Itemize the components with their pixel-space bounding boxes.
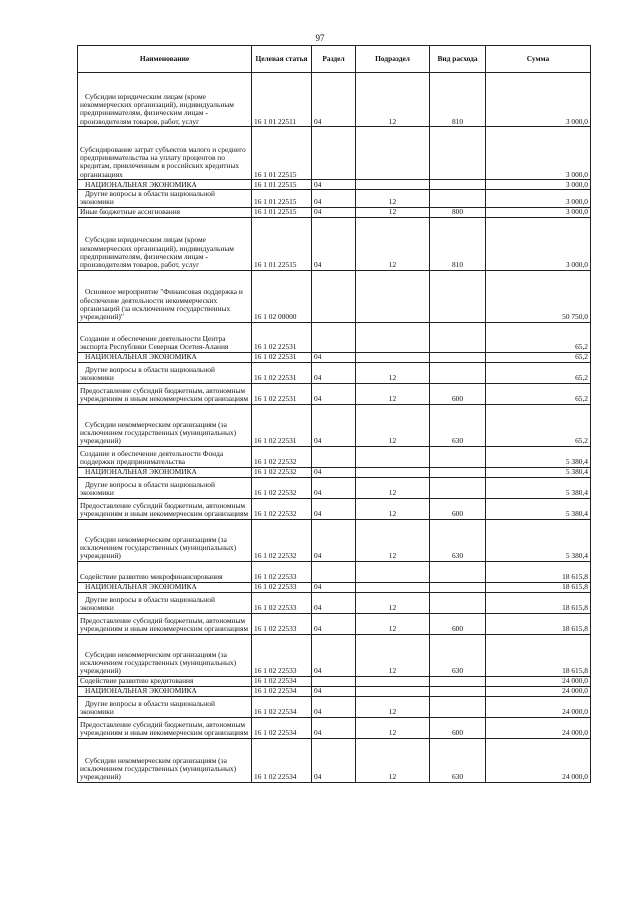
row-amount: 18 615,8 <box>486 582 591 592</box>
row-subsection <box>356 446 430 467</box>
row-name: Создание и обеспечение деятельности Центра экспорта Республики Северная Осетия-Алания <box>78 322 252 352</box>
row-subsection: 12 <box>356 362 430 383</box>
row-expense: 800 <box>430 207 486 217</box>
row-subsection <box>356 561 430 582</box>
row-amount: 18 615,8 <box>486 561 591 582</box>
row-target: 16 1 02 22534 <box>252 676 312 686</box>
row-subsection <box>356 270 430 322</box>
row-amount: 24 000,0 <box>486 676 591 686</box>
row-section <box>312 127 356 180</box>
row-amount: 65,2 <box>486 383 591 404</box>
row-target: 16 1 02 22531 <box>252 322 312 352</box>
row-subsection: 12 <box>356 696 430 717</box>
row-section: 04 <box>312 477 356 498</box>
row-expense: 600 <box>430 498 486 519</box>
table-row <box>78 717 591 738</box>
row-subsection: 12 <box>356 613 430 634</box>
table-row <box>78 477 591 498</box>
table-row <box>78 190 591 208</box>
row-section: 04 <box>312 73 356 127</box>
row-amount: 65,2 <box>486 352 591 362</box>
row-amount: 65,2 <box>486 404 591 446</box>
table-row <box>78 217 591 270</box>
row-amount: 5 380,4 <box>486 477 591 498</box>
row-subsection: 12 <box>356 207 430 217</box>
table-row <box>78 561 591 582</box>
row-name: Субсидии юридическим лицам (кроме некоммерческих организаций), индивидуальным предпринимателям, физическим лицам - производителям товаров, работ, услуг <box>78 217 252 270</box>
row-name: Другие вопросы в области национальной экономики <box>78 190 252 208</box>
row-section: 04 <box>312 190 356 208</box>
row-expense <box>430 127 486 180</box>
row-name: Субсидии некоммерческим организациям (за исключением государственных (муниципальных) учреждений) <box>78 738 252 782</box>
row-name: Содействие развитию кредитования <box>78 676 252 686</box>
row-section <box>312 322 356 352</box>
row-target: 16 1 02 22531 <box>252 352 312 362</box>
row-subsection: 12 <box>356 717 430 738</box>
row-subsection: 12 <box>356 738 430 782</box>
row-name: Субсидирование затрат субъектов малого и среднего предпринимательства на уплату процентов по кредитам, привлеченным в российских кредитных организациях <box>78 127 252 180</box>
row-target: 16 1 02 22534 <box>252 696 312 717</box>
row-section <box>312 561 356 582</box>
row-section: 04 <box>312 404 356 446</box>
row-expense <box>430 561 486 582</box>
row-amount: 5 380,4 <box>486 498 591 519</box>
row-section: 04 <box>312 180 356 190</box>
row-target: 16 1 01 22515 <box>252 180 312 190</box>
row-amount: 3 000,0 <box>486 180 591 190</box>
table-row <box>78 352 591 362</box>
table-row <box>78 738 591 782</box>
row-target: 16 1 02 22532 <box>252 519 312 561</box>
row-name: Создание и обеспечение деятельности Фонда поддержки предпринимательства <box>78 446 252 467</box>
table-row <box>78 519 591 561</box>
row-expense: 600 <box>430 383 486 404</box>
row-expense <box>430 446 486 467</box>
row-expense: 630 <box>430 634 486 676</box>
row-amount: 5 380,4 <box>486 467 591 477</box>
row-target: 16 1 02 22533 <box>252 613 312 634</box>
table-row <box>78 446 591 467</box>
header-section: Раздел <box>312 46 356 73</box>
table-row <box>78 322 591 352</box>
header-target: Целевая статья <box>252 46 312 73</box>
page-number: 97 <box>315 33 325 43</box>
header-name: Наименование <box>78 46 252 73</box>
table-row <box>78 127 591 180</box>
row-expense: 810 <box>430 73 486 127</box>
table-row <box>78 613 591 634</box>
row-expense <box>430 592 486 613</box>
row-name: НАЦИОНАЛЬНАЯ ЭКОНОМИКА <box>78 686 252 696</box>
row-name: Субсидии некоммерческим организациям (за исключением государственных (муниципальных) учреждений) <box>78 404 252 446</box>
row-expense: 600 <box>430 717 486 738</box>
table-row <box>78 180 591 190</box>
row-subsection <box>356 582 430 592</box>
row-name: Предоставление субсидий бюджетным, автономным учреждениям и иным некоммерческим организациям <box>78 498 252 519</box>
row-name: Субсидии юридическим лицам (кроме некоммерческих организаций), индивидуальным предпринимателям, физическим лицам - производителям товаров, работ, услуг <box>78 73 252 127</box>
row-amount: 5 380,4 <box>486 519 591 561</box>
row-subsection: 12 <box>356 383 430 404</box>
row-name: НАЦИОНАЛЬНАЯ ЭКОНОМИКА <box>78 352 252 362</box>
row-target: 16 1 02 22534 <box>252 738 312 782</box>
row-subsection <box>356 127 430 180</box>
row-subsection <box>356 676 430 686</box>
row-expense: 810 <box>430 217 486 270</box>
header-amount: Сумма <box>486 46 591 73</box>
row-subsection: 12 <box>356 498 430 519</box>
row-section: 04 <box>312 613 356 634</box>
row-expense <box>430 190 486 208</box>
row-expense <box>430 322 486 352</box>
row-expense <box>430 362 486 383</box>
row-subsection <box>356 322 430 352</box>
row-subsection <box>356 180 430 190</box>
row-section: 04 <box>312 738 356 782</box>
table-row <box>78 207 591 217</box>
row-subsection: 12 <box>356 217 430 270</box>
row-target: 16 1 01 22511 <box>252 73 312 127</box>
table-row <box>78 362 591 383</box>
header-subsection: Подраздел <box>356 46 430 73</box>
row-section: 04 <box>312 686 356 696</box>
row-section: 04 <box>312 592 356 613</box>
row-section: 04 <box>312 217 356 270</box>
row-expense: 630 <box>430 404 486 446</box>
row-name: Субсидии некоммерческим организациям (за исключением государственных (муниципальных) учреждений) <box>78 519 252 561</box>
table-row <box>78 676 591 686</box>
table-body <box>78 73 591 783</box>
row-target: 16 1 02 22533 <box>252 561 312 582</box>
row-target: 16 1 02 22531 <box>252 362 312 383</box>
row-section: 04 <box>312 467 356 477</box>
row-amount: 3 000,0 <box>486 207 591 217</box>
row-name: Другие вопросы в области национальной экономики <box>78 696 252 717</box>
row-section <box>312 676 356 686</box>
row-section: 04 <box>312 634 356 676</box>
row-expense <box>430 696 486 717</box>
row-expense <box>430 477 486 498</box>
row-target: 16 1 02 00000 <box>252 270 312 322</box>
table-row <box>78 582 591 592</box>
table-row <box>78 404 591 446</box>
row-expense <box>430 467 486 477</box>
row-name: Другие вопросы в области национальной экономики <box>78 362 252 383</box>
table-row <box>78 634 591 676</box>
row-name: НАЦИОНАЛЬНАЯ ЭКОНОМИКА <box>78 582 252 592</box>
header-expense: Вид расхода <box>430 46 486 73</box>
row-section: 04 <box>312 519 356 561</box>
row-target: 16 1 01 22515 <box>252 190 312 208</box>
row-expense <box>430 676 486 686</box>
table-row <box>78 696 591 717</box>
row-name: Предоставление субсидий бюджетным, автономным учреждениям и иным некоммерческим организациям <box>78 717 252 738</box>
row-target: 16 1 02 22534 <box>252 717 312 738</box>
table-row <box>78 270 591 322</box>
row-name: Другие вопросы в области национальной экономики <box>78 592 252 613</box>
row-expense: 630 <box>430 519 486 561</box>
row-section: 04 <box>312 696 356 717</box>
row-subsection: 12 <box>356 634 430 676</box>
row-expense: 630 <box>430 738 486 782</box>
row-target: 16 1 02 22533 <box>252 634 312 676</box>
row-subsection <box>356 352 430 362</box>
row-expense <box>430 686 486 696</box>
row-amount: 3 000,0 <box>486 127 591 180</box>
row-target: 16 1 02 22534 <box>252 686 312 696</box>
row-name: НАЦИОНАЛЬНАЯ ЭКОНОМИКА <box>78 467 252 477</box>
row-amount: 65,2 <box>486 362 591 383</box>
row-target: 16 1 02 22532 <box>252 446 312 467</box>
row-section: 04 <box>312 717 356 738</box>
table-row <box>78 383 591 404</box>
table-row <box>78 73 591 127</box>
row-amount: 3 000,0 <box>486 217 591 270</box>
row-subsection: 12 <box>356 190 430 208</box>
row-section <box>312 270 356 322</box>
row-amount: 24 000,0 <box>486 686 591 696</box>
row-amount: 18 615,8 <box>486 592 591 613</box>
row-expense <box>430 582 486 592</box>
row-name: Содействие развитию микрофинансирования <box>78 561 252 582</box>
row-target: 16 1 02 22533 <box>252 582 312 592</box>
row-name: НАЦИОНАЛЬНАЯ ЭКОНОМИКА <box>78 180 252 190</box>
row-expense: 600 <box>430 613 486 634</box>
row-subsection <box>356 686 430 696</box>
row-amount: 18 615,8 <box>486 613 591 634</box>
row-subsection: 12 <box>356 477 430 498</box>
row-section: 04 <box>312 362 356 383</box>
row-amount: 18 615,8 <box>486 634 591 676</box>
row-section: 04 <box>312 498 356 519</box>
row-amount: 24 000,0 <box>486 738 591 782</box>
table-row <box>78 686 591 696</box>
row-name: Предоставление субсидий бюджетным, автономным учреждениям и иным некоммерческим организациям <box>78 383 252 404</box>
row-target: 16 1 01 22515 <box>252 127 312 180</box>
row-target: 16 1 02 22531 <box>252 383 312 404</box>
row-section: 04 <box>312 582 356 592</box>
row-target: 16 1 01 22515 <box>252 207 312 217</box>
row-name: Основное мероприятие "Финансовая поддержка и обеспечение деятельности некоммерческих организаций (за исключением государственных учреждений)" <box>78 270 252 322</box>
row-name: Предоставление субсидий бюджетным, автономным учреждениям и иным некоммерческим организациям <box>78 613 252 634</box>
row-name: Иные бюджетные ассигнования <box>78 207 252 217</box>
row-expense <box>430 180 486 190</box>
row-target: 16 1 01 22515 <box>252 217 312 270</box>
row-name: Другие вопросы в области национальной экономики <box>78 477 252 498</box>
row-target: 16 1 02 22532 <box>252 498 312 519</box>
row-target: 16 1 02 22532 <box>252 477 312 498</box>
table-row <box>78 467 591 477</box>
table-row <box>78 498 591 519</box>
row-target: 16 1 02 22531 <box>252 404 312 446</box>
row-amount: 3 000,0 <box>486 190 591 208</box>
row-section: 04 <box>312 352 356 362</box>
row-name: Субсидии некоммерческим организациям (за исключением государственных (муниципальных) учреждений) <box>78 634 252 676</box>
row-target: 16 1 02 22533 <box>252 592 312 613</box>
row-section: 04 <box>312 383 356 404</box>
row-target: 16 1 02 22532 <box>252 467 312 477</box>
row-subsection <box>356 467 430 477</box>
row-amount: 3 000,0 <box>486 73 591 127</box>
row-amount: 50 750,0 <box>486 270 591 322</box>
row-subsection: 12 <box>356 519 430 561</box>
row-expense <box>430 270 486 322</box>
row-subsection: 12 <box>356 73 430 127</box>
row-subsection: 12 <box>356 592 430 613</box>
row-amount: 65,2 <box>486 322 591 352</box>
row-amount: 5 380,4 <box>486 446 591 467</box>
table-header-row <box>78 46 591 73</box>
row-amount: 24 000,0 <box>486 717 591 738</box>
row-amount: 24 000,0 <box>486 696 591 717</box>
budget-table <box>77 45 591 783</box>
row-section <box>312 446 356 467</box>
table-row <box>78 592 591 613</box>
row-expense <box>430 352 486 362</box>
row-section: 04 <box>312 207 356 217</box>
row-subsection: 12 <box>356 404 430 446</box>
